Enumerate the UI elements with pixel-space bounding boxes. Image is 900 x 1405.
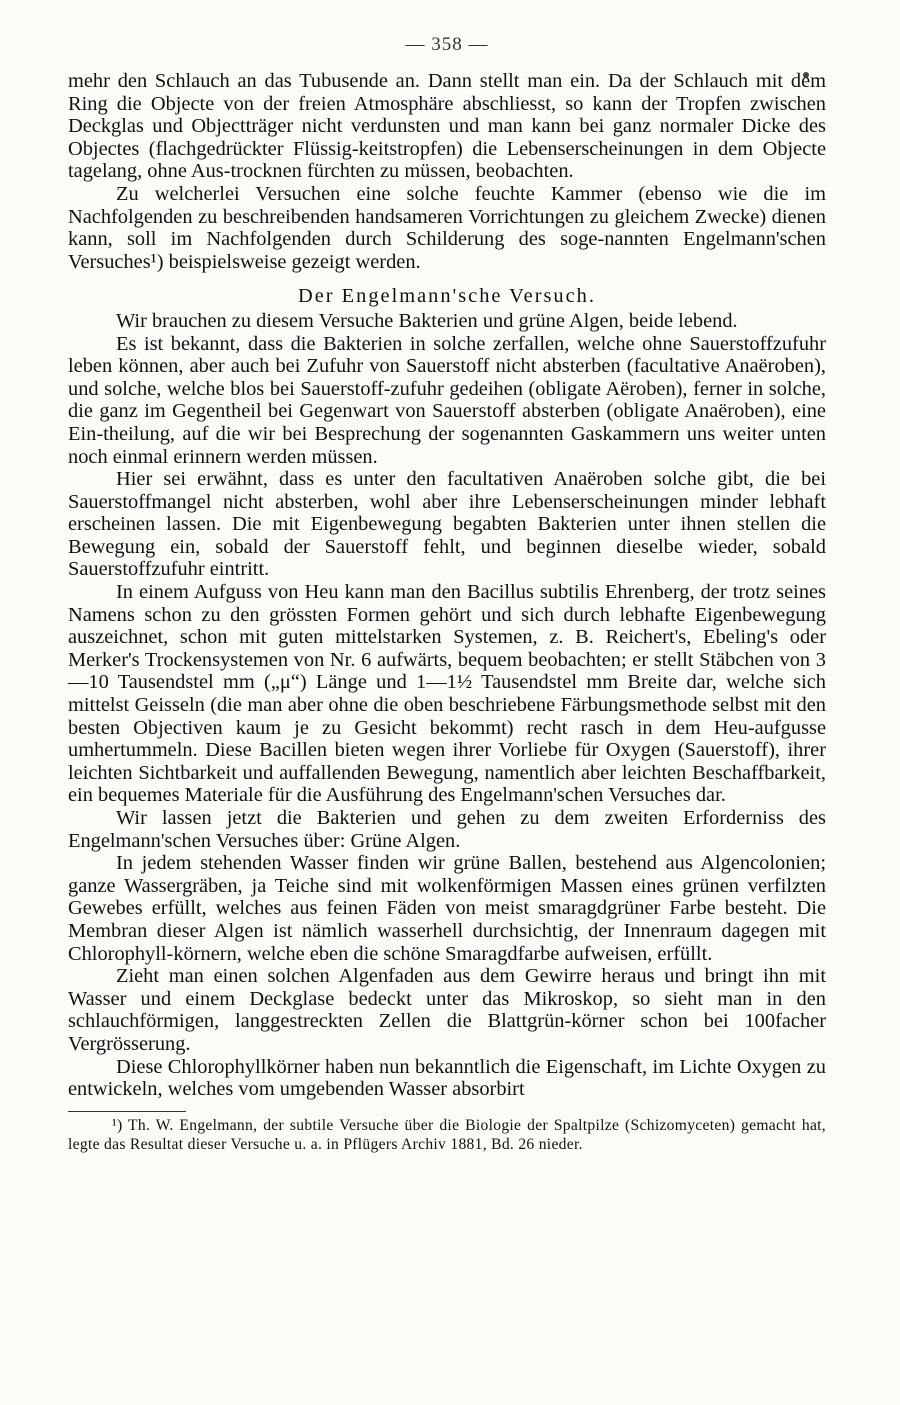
footnote: ¹) Th. W. Engelmann, der subtile Versuche über die Biologie der Spaltpilze (Schizomyceten) gemacht hat, legte das Resultat dieser Versuche u. a. in Pflügers Archiv 1881, Bd. 26 nieder. <box>68 1116 826 1153</box>
section-title: Der Engelmann'sche Versuch. <box>298 285 596 308</box>
paragraph-chlorophyll: Diese Chlorophyllkörner haben nun bekanntlich die Eigenschaft, im Lichte Oxygen zu entwickeln, welches vom umgebenden Wasser absorbirt <box>68 1055 826 1101</box>
paragraph-humid-chamber: Zu welcherlei Versuchen eine solche feuchte Kammer (ebenso wie die im Nachfolgenden zu beschreibenden handsameren Vorrichtungen zu gleichem Zwecke) dienen kann, soll im Nachfolgenden durch Schilderung des soge-nannten Engelmann'schen Versuches¹) beispielsweise gezeigt werden. <box>68 182 826 273</box>
paragraph-algae-description: In jedem stehenden Wasser finden wir grüne Ballen, bestehend aus Algencolonien; ganze Wassergräben, ja Teiche sind mit wolkenförmigen Massen eines grünen verfilzten Gewebes erfüllt, welches aus feinen Fäden von meist smaragdgrüner Farbe besteht. Die Membran dieser Algen ist nämlich wasserhell durchsichtig, der Innenraum dagegen mit Chlorophyll-körnern, welche eben die schöne Smaragdfarbe aufweisen, erfüllt. <box>68 852 826 965</box>
paragraph-facultative-anaerobes: Hier sei erwähnt, dass es unter den facultativen Anaëroben solche gibt, die bei Sauerstoffmangel nicht absterben, wohl aber ihre Lebenserscheinungen minder lebhaft erscheinen lassen. Die mit Eigenbewegung begabten Bakterien unter ihnen stellen die Bewegung ein, sobald der Sauerstoff fehlt, und beginnen dieselbe wieder, sobald Sauerstoffzufuhr eintritt. <box>68 468 826 581</box>
paragraph-bacteria-types: Es ist bekannt, dass die Bakterien in solche zerfallen, welche ohne Sauerstoffzufuhr leben können, aber auch bei Zufuhr von Sauerstoff nicht absterben (facultative Anaëroben), und solche, welche blos bei Sauerstoff-zufuhr gedeihen (obligate Aëroben), ferner in solche, die ganz im Gegentheil bei Gegenwart von Sauerstoff absterben (obligate Anaëroben), eine Ein-theilung, auf die wir bei Besprechung der sogenannten Gaskammern uns weiter unten noch einmal erinnern werden müssen. <box>68 332 826 468</box>
page-number: — 358 — <box>405 34 489 55</box>
paragraph-bacillus-subtilis: In einem Aufguss von Heu kann man den Bacillus subtilis Ehrenberg, der trotz seines Namens schon zu den grössten Formen gehört und sich durch lebhafte Eigenbewegung auszeichnet, schon mit guten mittelstarken Systemen, z. B. Reichert's, Ebeling's oder Merker's Trockensystemen von Nr. 6 aufwärts, bequem beobachten; er stellt Stäbchen von 3—10 Tausendstel mm („μ“) Länge und 1—1½ Tausendstel mm Breite dar, welche sich mittelst Geisseln (die man aber ohne die oben beschriebene Färbungsmethode selbst mit den besten Objectiven kaum je zu Gesicht bekommt) recht rasch in dem Heu-aufgusse umhertummeln. Diese Bacillen bieten wegen ihrer Vorliebe für Oxygen (Sauerstoff), ihrer leichten Sichtbarkeit und auffallenden Bewegung, namentlich aber leichten Beschaffbarkeit, ein bequemes Materiale für die Ausführung des Engelmann'schen Versuches dar. <box>68 581 826 807</box>
paragraph-green-algae-intro: Wir lassen jetzt die Bakterien und gehen zu dem zweiten Erforderniss des Engelmann'schen Versuches über: Grüne Algen. <box>68 807 826 852</box>
footnote-divider <box>68 1111 186 1112</box>
paragraph-continuation: mehr den Schlauch an das Tubusende an. Dann stellt man ein. Da der Schlauch mit dem Ring die Objecte von der freien Atmosphäre abschliesst, so kann der Tropfen zwischen Deckglas und Objectträger nicht verdunsten und man kann bei ganz normaler Dicke des Objectes (flachgedrückter Flüssig-keitstropfen) die Lebenserscheinungen in dem Objecte tagelang, ohne Aus-trocknen fürchten zu müssen, beobachten. <box>68 70 826 183</box>
paragraph-requirements: Wir brauchen zu diesem Versuche Bakterien und grüne Algen, beide lebend. <box>116 309 738 332</box>
document-page <box>68 34 826 1154</box>
paragraph-microscope: Zieht man einen solchen Algenfaden aus dem Gewirre heraus und bringt ihn mit Wasser und einem Deckglase bedeckt unter das Mikroskop, so sieht man in den schlauchförmigen, langgestreckten Zellen die Blattgrün-körner schon bei 100facher Vergrösserung. <box>68 965 826 1055</box>
